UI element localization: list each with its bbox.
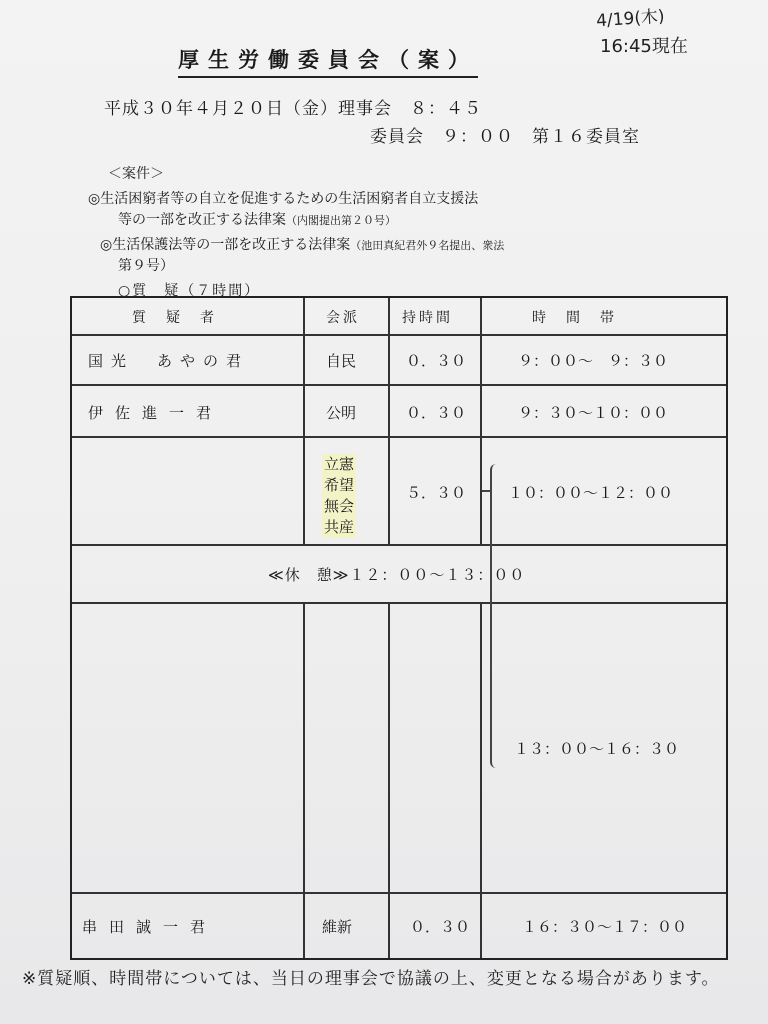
party-rikken: 立憲 [324, 455, 355, 473]
agenda-heading: ＜案件＞ [108, 166, 164, 182]
document-title: 厚生労働委員会（案） [178, 44, 478, 78]
last-row-party: 維新 [322, 918, 353, 936]
col-line [388, 602, 390, 958]
row-line [72, 602, 726, 604]
row-1-slot: ９：００～ ９：３０ [518, 352, 669, 370]
schedule-line-2: 委員会 ９：００ 第１６委員室 [370, 127, 640, 147]
bill-1-note: （内閣提出第２０号） [286, 214, 396, 227]
questioning-table [70, 296, 728, 960]
row-1-party: 自民 [326, 352, 357, 370]
row-2-slot: ９：３０～１０：００ [518, 404, 669, 422]
bill-1-line-1: ◎生活困窮者等の自立を促進するための生活困窮者自立支援法 [88, 191, 479, 207]
row-1-duration: ０．３０ [406, 352, 467, 370]
row-2-duration: ０．３０ [406, 404, 467, 422]
row-2-party: 公明 [326, 404, 357, 422]
header-questioner: 質 疑 者 [132, 310, 217, 326]
row-line [72, 892, 726, 894]
row-line [72, 384, 726, 386]
handwritten-brace [490, 464, 508, 768]
last-row-duration: ０．３０ [410, 918, 471, 936]
header-duration: 持時間 [402, 310, 453, 326]
party-kyousan: 共産 [324, 518, 355, 536]
last-row-name: 串田誠一君 [82, 918, 218, 936]
party-kibou: 希望 [324, 476, 355, 494]
break-row: ≪休 憩≫１２：００～１３：００ [268, 566, 526, 584]
schedule-line-1: 平成３０年４月２０日（金）理事会 ８：４５ [104, 99, 482, 119]
questioning-label: ○質 疑（７時間） [118, 283, 261, 299]
last-row-slot: １６：３０～１７：００ [522, 918, 688, 936]
row-1-name: 国光 あやの君 [88, 352, 250, 370]
row-line [72, 544, 726, 546]
bill-2-text: ◎生活保護法等の一部を改正する法律案 [100, 237, 351, 253]
opposition-slot-1: １０：００～１２：００ [508, 484, 674, 502]
bill-2-line-2: 第９号） [118, 258, 174, 274]
bill-2-line-1 [100, 234, 504, 254]
opposition-duration: ５．３０ [406, 484, 467, 502]
header-time-slot: 時 間 帯 [532, 310, 617, 326]
handwritten-time: 16:45現在 [600, 36, 688, 57]
handwritten-date: 4/19(木) [595, 6, 666, 32]
handwritten-footer-note: ※質疑順、時間帯については、当日の理事会で協議の上、変更となる場合があります。 [22, 969, 720, 989]
row-2-name: 伊佐進一君 [88, 404, 224, 422]
bill-2-note: （池田真紀君外９名提出、衆法 [350, 239, 505, 252]
header-party: 会派 [326, 310, 360, 326]
party-mukai: 無会 [324, 497, 355, 515]
col-line [480, 602, 482, 958]
opposition-slot-2: １３：００～１６：３０ [514, 740, 680, 758]
bill-1-text: 等の一部を改正する法律案 [118, 212, 286, 228]
bill-1-line-2 [118, 209, 396, 229]
opposition-parties [322, 454, 356, 538]
row-line [72, 436, 726, 438]
row-line [72, 334, 726, 336]
col-line [303, 602, 305, 958]
